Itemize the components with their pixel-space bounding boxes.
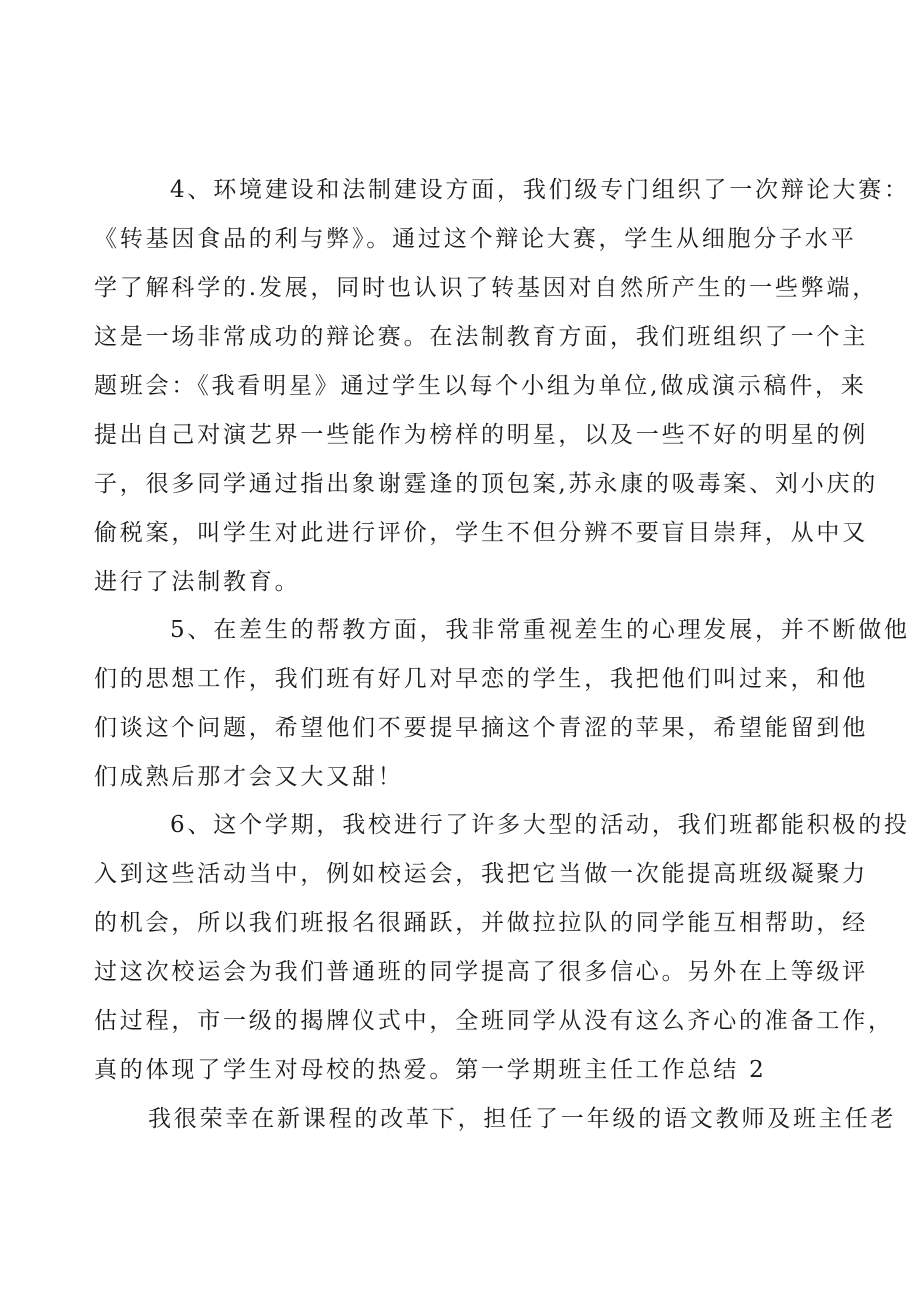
paragraph-4-line-9: 进行了法制教育。	[94, 569, 301, 595]
summary-2-line-1: 我很荣幸在新课程的改革下，担任了一年级的语文教师及班主任老	[148, 1106, 897, 1132]
paragraph-5-line-3: 们谈这个问题，希望他们不要提早摘这个青涩的苹果，希望能留到他	[94, 715, 868, 741]
paragraph-5-line-1: 5、在差生的帮教方面，我非常重视差生的心理发展，并不断做他	[170, 617, 910, 643]
paragraph-4-line-2: 《转基因食品的利与弊》。通过这个辩论大赛，学生从细胞分子水平	[94, 226, 857, 252]
paragraph-4-line-5: 题班会：《我看明星》通过学生以每个小组为单位,做成演示稿件，来	[94, 373, 867, 399]
paragraph-4-line-8: 偷税案，叫学生对此进行评价，学生不但分辨不要盲目崇拜，从中又	[94, 520, 868, 546]
paragraph-4-line-4: 这是一场非常成功的辩论赛。在法制教育方面，我们班组织了一个主	[94, 324, 868, 350]
paragraph-4-line-1: 4、环境建设和法制建设方面，我们级专门组织了一次辩论大赛：	[170, 177, 910, 203]
paragraph-6-line-2: 入到这些活动当中，例如校运会，我把它当做一次能提高班级凝聚力	[94, 861, 868, 887]
paragraph-4-line-6: 提出自己对演艺界一些能作为榜样的明星，以及一些不好的明星的例	[94, 422, 868, 448]
paragraph-5-line-4: 们成熟后那才会又大又甜！	[94, 764, 404, 790]
paragraph-6-line-1: 6、这个学期，我校进行了许多大型的活动，我们班都能积极的投	[170, 812, 910, 838]
paragraph-6-line-5: 估过程，市一级的揭牌仪式中，全班同学从没有这么齐心的准备工作，	[94, 1008, 894, 1034]
paragraph-6-line-3: 的机会，所以我们班报名很踊跃，并做拉拉队的同学能互相帮助，经	[94, 910, 868, 936]
paragraph-6-line-4: 过这次校运会为我们普通班的同学提高了很多信心。另外在上等级评	[94, 959, 868, 985]
paragraph-4-line-7: 子，很多同学通过指出象谢霆逢的顶包案,苏永康的吸毒案、刘小庆的	[94, 471, 879, 497]
paragraph-6-line-6: 真的体现了学生对母校的热爱。第一学期班主任工作总结 2	[94, 1057, 767, 1083]
paragraph-5-line-2: 们的思想工作，我们班有好几对早恋的学生，我把他们叫过来，和他	[94, 666, 868, 692]
paragraph-4-line-3: 学了解科学的.发展，同时也认识了转基因对自然所产生的一些弊端，	[94, 275, 879, 301]
